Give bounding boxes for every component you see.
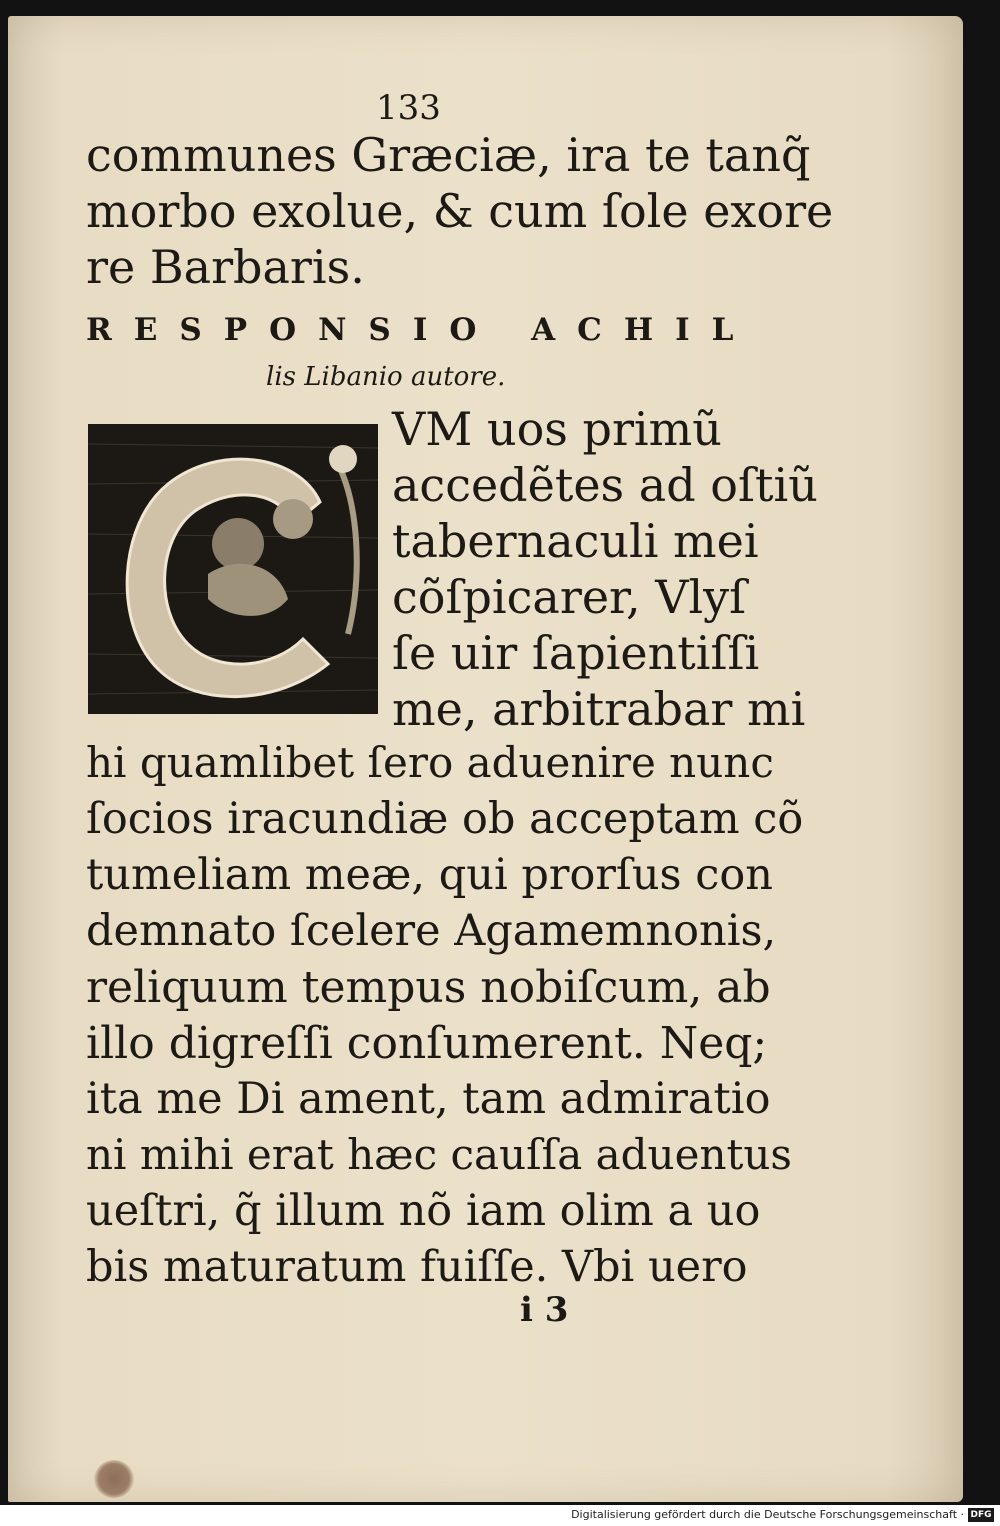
dfg-logo: DFG <box>968 1508 994 1522</box>
woodcut-illustration <box>88 424 378 714</box>
text-line: illo digreſſi conſumerent. Neq; <box>86 1018 768 1069</box>
text-line: bis maturatum fuiſſe. Vbi uero <box>86 1242 748 1292</box>
text-line: ſocios iracundiæ ob acceptam cõ <box>86 794 804 844</box>
text-line: me, arbitrabar mi <box>392 682 806 736</box>
text-line: tabernaculi mei <box>392 514 759 568</box>
text-line: communes Græciæ, ira te tanq̃ <box>86 128 811 182</box>
text-line: ſe uir ſapientiſſi <box>392 626 760 680</box>
text-line: ita me Di ament, tam admiratio <box>86 1074 771 1124</box>
text-line: accedẽtes ad oſtiũ <box>392 458 818 512</box>
text-line: demnato ſcelere Agamemnonis, <box>86 906 777 956</box>
text-line: hi quamlibet ſero aduenire nunc <box>86 738 774 787</box>
section-heading: RESPONSIO ACHIL <box>86 312 756 348</box>
text-line: cõſpicarer, Vlyſ <box>392 570 747 624</box>
text-line: re Barbaris. <box>86 240 365 294</box>
footer-bar <box>0 1505 1000 1526</box>
footer-credit: Digitalisierung gefördert durch die Deutsche Forschungsgemeinschaft · <box>571 1508 964 1521</box>
paper-stain <box>94 1460 134 1498</box>
text-line: tumeliam meæ, qui prorſus con <box>86 850 773 900</box>
text-line: VM uos primũ <box>392 402 722 456</box>
text-line: reliquum tempus nobiſcum, ab <box>86 962 771 1013</box>
text-line: ni mihi erat hæc cauſſa aduentus <box>86 1130 792 1179</box>
page-number: 133 <box>376 88 441 128</box>
text-line: morbo exolue, & cum ſole exore <box>86 184 834 238</box>
decorated-initial-c <box>88 424 378 714</box>
section-heading-continuation: lis Libanio autore. <box>266 362 506 392</box>
text-line: ueſtri, q̃ illum nõ iam olim a uo <box>86 1186 761 1236</box>
signature-mark: i 3 <box>520 1290 569 1330</box>
